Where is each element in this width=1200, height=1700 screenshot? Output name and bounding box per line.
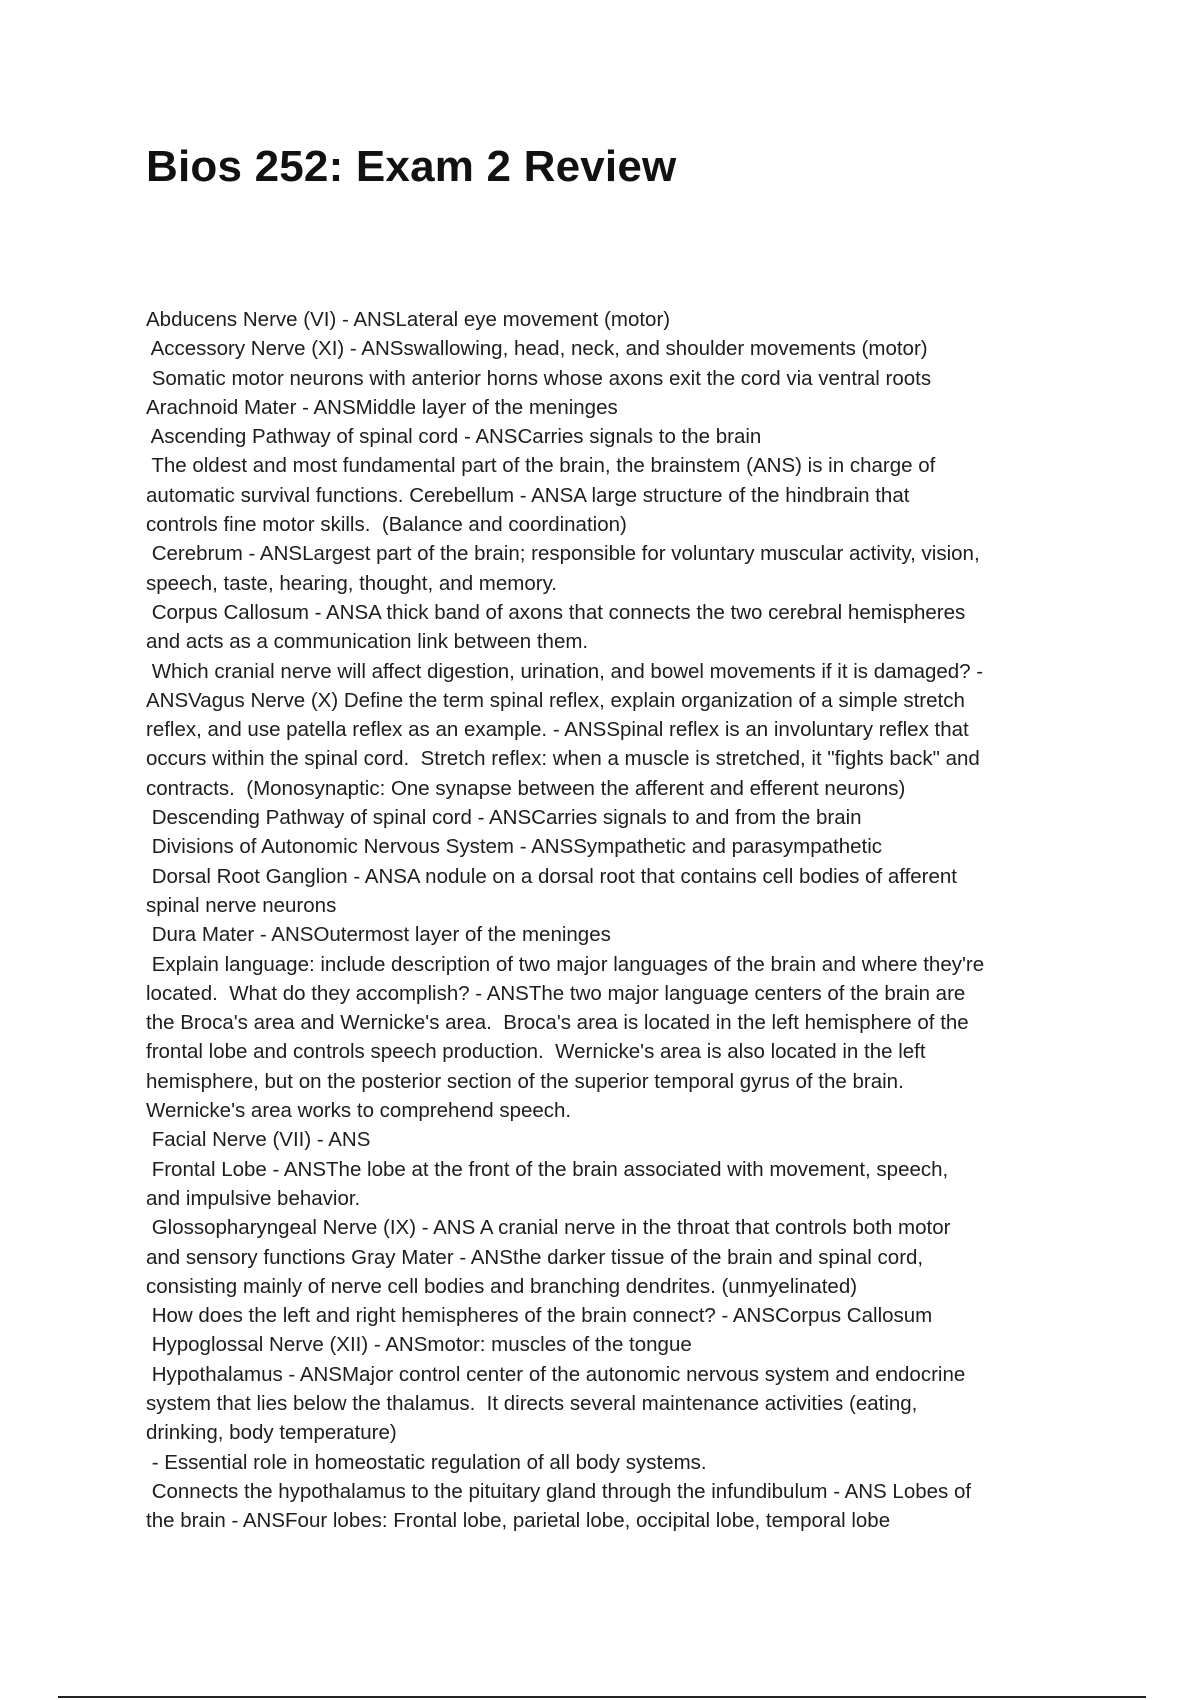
text-line: Hypoglossal Nerve (XII) - ANSmotor: muscles of the tongue: [146, 1333, 692, 1357]
text-line: the Broca's area and Wernicke's area. Broca's area is located in the left hemisphere of the: [146, 1011, 969, 1035]
text-line: the brain - ANSFour lobes: Frontal lobe, parietal lobe, occipital lobe, temporal lobe: [146, 1509, 891, 1533]
footer-divider: [58, 1696, 1146, 1698]
text-line: Cerebrum - ANSLargest part of the brain; responsible for voluntary muscular activity, vision,: [146, 542, 980, 566]
text-line: and acts as a communication link between them.: [146, 630, 589, 654]
text-line: and sensory functions Gray Mater - ANSthe darker tissue of the brain and spinal cord,: [146, 1245, 924, 1269]
text-line: Connects the hypothalamus to the pituitary gland through the infundibulum - ANS Lobes of: [146, 1479, 972, 1503]
document-body: [146, 305, 1076, 1535]
text-line: occurs within the spinal cord. Stretch reflex: when a muscle is stretched, it "fights back" and: [146, 747, 980, 771]
text-line: Divisions of Autonomic Nervous System - ANSSympathetic and parasympathetic: [146, 835, 883, 859]
text-line: - Essential role in homeostatic regulation of all body systems.: [146, 1450, 707, 1474]
text-line: The oldest and most fundamental part of the brain, the brainstem (ANS) is in charge of: [146, 454, 936, 478]
text-line: Ascending Pathway of spinal cord - ANSCarries signals to the brain: [146, 425, 762, 449]
text-line: How does the left and right hemispheres of the brain connect? - ANSCorpus Callosum: [146, 1304, 933, 1328]
text-line: drinking, body temperature): [146, 1421, 397, 1445]
text-line: frontal lobe and controls speech production. Wernicke's area is also located in the left: [146, 1040, 926, 1064]
text-line: reflex, and use patella reflex as an example. - ANSSpinal reflex is an involuntary reflex that: [146, 718, 969, 742]
text-line: Dura Mater - ANSOutermost layer of the meninges: [146, 923, 611, 947]
document-title: Bios 252: Exam 2 Review: [146, 142, 677, 191]
text-line: Facial Nerve (VII) - ANS: [146, 1128, 371, 1152]
text-line: Hypothalamus - ANSMajor control center of the autonomic nervous system and endocrine: [146, 1362, 966, 1386]
text-line: Wernicke's area works to comprehend speech.: [146, 1099, 572, 1123]
text-line: system that lies below the thalamus. It directs several maintenance activities (eating,: [146, 1391, 918, 1415]
text-line: Somatic motor neurons with anterior horns whose axons exit the cord via ventral roots: [146, 366, 932, 390]
text-line: Which cranial nerve will affect digestion, urination, and bowel movements if it is damaged? -: [146, 659, 984, 683]
text-line: consisting mainly of nerve cell bodies and branching dendrites. (unmyelinated): [146, 1274, 858, 1298]
text-line: Arachnoid Mater - ANSMiddle layer of the meninges: [146, 395, 618, 419]
text-line: hemisphere, but on the posterior section of the superior temporal gyrus of the brain.: [146, 1069, 904, 1093]
text-line: spinal nerve neurons: [146, 893, 337, 917]
text-line: and impulsive behavior.: [146, 1186, 361, 1210]
text-line: Dorsal Root Ganglion - ANSA nodule on a dorsal root that contains cell bodies of afferent: [146, 864, 958, 888]
text-line: contracts. (Monosynaptic: One synapse between the afferent and efferent neurons): [146, 776, 906, 800]
text-line: Frontal Lobe - ANSThe lobe at the front of the brain associated with movement, speech,: [146, 1157, 949, 1181]
text-line: Corpus Callosum - ANSA thick band of axons that connects the two cerebral hemispheres: [146, 600, 966, 624]
text-line: Explain language: include description of two major languages of the brain and where they're: [146, 952, 985, 976]
text-line: Abducens Nerve (VI) - ANSLateral eye movement (motor): [146, 308, 671, 331]
text-line: located. What do they accomplish? - ANSThe two major language centers of the brain are: [146, 981, 966, 1005]
text-line: ANSVagus Nerve (X) Define the term spinal reflex, explain organization of a simple stretch: [146, 688, 965, 712]
text-line: speech, taste, hearing, thought, and memory.: [146, 571, 558, 595]
text-line: automatic survival functions. Cerebellum - ANSA large structure of the hindbrain that: [146, 483, 910, 507]
text-line: Glossopharyngeal Nerve (IX) - ANS A cranial nerve in the throat that controls both motor: [146, 1216, 951, 1240]
text-line: controls fine motor skills. (Balance and coordination): [146, 513, 627, 537]
text-line: Accessory Nerve (XI) - ANSswallowing, head, neck, and shoulder movements (motor): [146, 337, 928, 361]
text-line: Descending Pathway of spinal cord - ANSCarries signals to and from the brain: [146, 806, 862, 830]
